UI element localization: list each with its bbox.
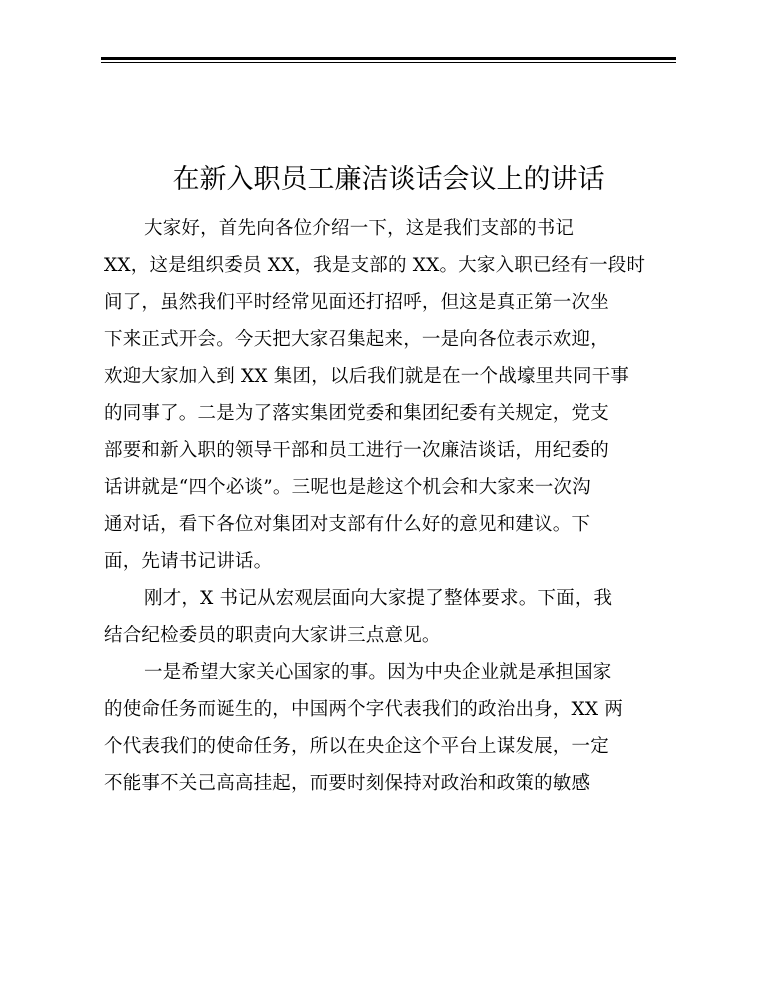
paragraph-line: 下来正式开会。今天把大家召集起来，一是向各位表示欢迎， <box>104 329 609 350</box>
paragraph-line: 面，先请书记讲话。 <box>104 551 273 572</box>
paragraph-line: 不能事不关己高高挂起，而要时刻保持对政治和政策的敏感 <box>104 773 591 794</box>
paragraph-line: 的同事了。二是为了落实集团党委和集团纪委有关规定，党支 <box>104 403 609 424</box>
paragraph-1 <box>104 210 684 580</box>
paragraph-line: XX，这是组织委员 XX，我是支部的 XX。大家入职已经有一段时 <box>104 255 646 276</box>
paragraph-line: 结合纪检委员的职责向大家讲三点意见。 <box>104 625 441 646</box>
paragraph-line: 个代表我们的使命任务，所以在央企这个平台上谋发展，一定 <box>104 736 609 757</box>
document-title: 在新入职员工廉洁谈话会议上的讲话 <box>172 164 605 195</box>
paragraph-line: 一是希望大家关心国家的事。因为中央企业就是承担国家 <box>144 662 612 683</box>
paragraph-line: 刚才，X 书记从宏观层面向大家提了整体要求。下面，我 <box>144 588 613 609</box>
paragraph-line: 话讲就是“四个必谈”。三呢也是趁这个机会和大家来一次沟 <box>104 477 591 498</box>
paragraph-line: 大家好，首先向各位介绍一下，这是我们支部的书记 <box>144 218 575 239</box>
paragraph-line: 通对话，看下各位对集团对支部有什么好的意见和建议。下 <box>104 514 591 535</box>
header-rule-thick <box>101 57 676 60</box>
paragraph-2 <box>104 580 684 654</box>
paragraph-line: 部要和新入职的领导干部和员工进行一次廉洁谈话，用纪委的 <box>104 440 609 461</box>
paragraph-line: 间了，虽然我们平时经常见面还打招呼，但这是真正第一次坐 <box>104 292 609 313</box>
paragraph-line: 欢迎大家加入到 XX 集团，以后我们就是在一个战壕里共同干事 <box>104 366 630 387</box>
document-body <box>104 210 684 802</box>
paragraph-3 <box>104 654 684 802</box>
header-rule-thin <box>101 62 676 63</box>
paragraph-line: 的使命任务而诞生的，中国两个字代表我们的政治出身，XX 两 <box>104 699 624 720</box>
